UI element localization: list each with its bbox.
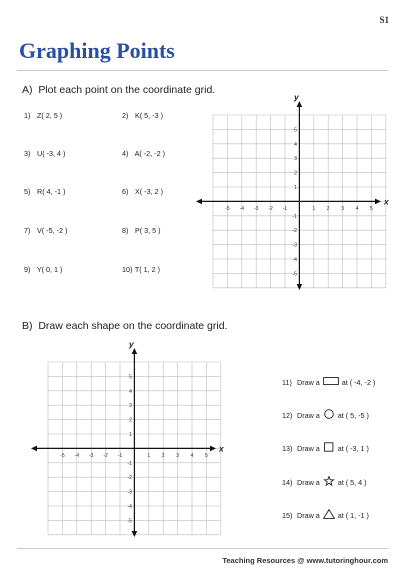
x-axis-arrow-right-icon xyxy=(375,199,381,205)
problem-point: P( 3, 5 ) xyxy=(135,226,161,235)
problem-item xyxy=(122,265,160,274)
x-tick-label: 4 xyxy=(190,452,194,459)
x-tick-label: -5 xyxy=(225,205,230,212)
y-tick-label: 4 xyxy=(294,141,297,148)
problem-number: 15) xyxy=(282,510,293,520)
problem-number: 2) xyxy=(122,111,129,120)
title-divider xyxy=(17,70,388,71)
x-axis-arrow-right-icon xyxy=(210,446,216,452)
y-tick-label: 2 xyxy=(294,170,297,177)
problem-point: K( 5, -3 ) xyxy=(135,111,163,120)
page-title: Graphing Points xyxy=(19,38,175,63)
problem-item xyxy=(24,149,65,158)
problem-item xyxy=(122,111,163,120)
problem-number: 10) xyxy=(122,265,133,274)
x-tick-label: -1 xyxy=(117,452,123,459)
problem-prefix: Draw a xyxy=(297,377,320,387)
y-tick-label: 4 xyxy=(129,388,132,395)
y-tick-label: -1 xyxy=(292,213,297,220)
section-a-heading xyxy=(22,84,215,96)
problem-point: X( -3, 2 ) xyxy=(135,187,163,196)
problem-item xyxy=(122,149,165,158)
y-tick-label: 5 xyxy=(129,374,132,381)
x-tick-label: -4 xyxy=(239,205,245,212)
y-tick-label: -4 xyxy=(127,504,132,510)
square-icon xyxy=(323,442,335,454)
y-tick-label: -2 xyxy=(127,475,132,482)
circle-icon xyxy=(323,409,335,421)
x-tick-label: 2 xyxy=(326,205,330,212)
problem-number: 1) xyxy=(24,111,31,120)
shape-problem-item xyxy=(282,376,375,388)
problem-number: 7) xyxy=(24,226,31,235)
x-tick-label: -2 xyxy=(268,205,273,212)
x-tick-label: 3 xyxy=(176,452,179,459)
x-axis-arrow-left-icon xyxy=(31,446,37,452)
problem-item xyxy=(24,265,62,274)
y-tick-label: -2 xyxy=(292,228,297,235)
problem-item xyxy=(122,226,161,235)
y-tick-label: -3 xyxy=(127,489,132,496)
problem-prefix: Draw a xyxy=(297,410,320,420)
y-tick-label: -3 xyxy=(292,242,297,249)
problem-prefix: Draw a xyxy=(297,510,320,520)
rectangle-icon xyxy=(323,376,339,388)
x-tick-label: 3 xyxy=(341,205,344,212)
y-tick-label: 1 xyxy=(129,432,132,438)
problem-prefix: Draw a xyxy=(297,443,320,453)
problem-prefix: Draw a xyxy=(297,477,320,487)
problem-item xyxy=(24,111,62,120)
x-tick-label: -3 xyxy=(253,205,259,212)
x-tick-label: -1 xyxy=(282,205,288,212)
x-tick-label: 5 xyxy=(205,452,208,459)
problem-number: 6) xyxy=(122,187,129,196)
x-axis-label: x xyxy=(384,196,389,207)
y-tick-label: -5 xyxy=(292,271,297,278)
problem-item xyxy=(122,187,163,196)
problem-coordinates: at ( -3, 1 ) xyxy=(337,443,369,453)
x-tick-label: 1 xyxy=(147,452,151,459)
y-tick-label: 3 xyxy=(129,403,132,410)
coordinate-grid-a xyxy=(195,95,390,291)
problem-number: 3) xyxy=(24,149,31,158)
problem-number: 5) xyxy=(24,187,31,196)
section-a-instruction: Plot each point on the coordinate grid. xyxy=(38,84,216,96)
footer-divider xyxy=(17,548,388,549)
y-tick-label: 2 xyxy=(129,417,132,424)
problem-point: U( -3, 4 ) xyxy=(37,149,66,158)
problem-number: 14) xyxy=(282,477,293,487)
triangle-icon xyxy=(323,509,335,521)
y-tick-label: -4 xyxy=(292,257,297,263)
y-axis-arrow-down-icon xyxy=(297,284,303,290)
sheet-code: S1 xyxy=(379,15,389,25)
problem-coordinates: at ( 5, 4 ) xyxy=(337,477,367,487)
section-a-label: A) xyxy=(22,84,33,96)
problem-point: T( 1, 2 ) xyxy=(134,265,161,274)
shape-problem-item xyxy=(282,476,367,488)
shape-problem-item xyxy=(282,509,369,521)
section-b-instruction: Draw each shape on the coordinate grid. xyxy=(38,320,228,332)
shape-problem-item xyxy=(282,442,369,454)
x-tick-label: 2 xyxy=(161,452,165,459)
problem-coordinates: at ( 1, -1 ) xyxy=(337,510,369,520)
y-axis-arrow-down-icon xyxy=(132,531,138,537)
x-tick-label: -4 xyxy=(74,452,80,459)
problem-coordinates: at ( 5, -5 ) xyxy=(337,410,369,420)
y-tick-label: 5 xyxy=(294,127,297,134)
problem-point: Y( 0, 1 ) xyxy=(36,265,63,274)
x-axis-label: x xyxy=(219,443,224,454)
star-icon xyxy=(323,476,335,488)
problem-number: 12) xyxy=(282,410,293,420)
y-tick-label: -5 xyxy=(127,518,132,525)
problem-number: 11) xyxy=(282,377,292,387)
problem-point: R( 4, -1 ) xyxy=(37,187,66,196)
x-tick-label: 4 xyxy=(355,205,359,212)
y-tick-label: 3 xyxy=(294,156,297,163)
problem-number: 4) xyxy=(122,149,129,158)
footer-credit: Teaching Resources @ www.tutoringhour.com xyxy=(222,556,388,565)
problem-item xyxy=(24,226,67,235)
problem-point: V( -5, -2 ) xyxy=(37,226,68,235)
x-tick-label: 5 xyxy=(370,205,373,212)
problem-number: 8) xyxy=(122,226,129,235)
section-b-label: B) xyxy=(22,320,33,332)
y-tick-label: 1 xyxy=(294,185,297,191)
x-tick-label: -2 xyxy=(103,452,108,459)
x-tick-label: 1 xyxy=(312,205,316,212)
problem-point: A( -2, -2 ) xyxy=(134,149,165,158)
problem-number: 13) xyxy=(282,443,293,453)
problem-item xyxy=(24,187,65,196)
coordinate-grid-b xyxy=(30,342,225,538)
problem-point: Z( 2, 5 ) xyxy=(37,111,63,120)
x-axis-arrow-left-icon xyxy=(196,199,202,205)
problem-number: 9) xyxy=(24,265,31,274)
problem-coordinates: at ( -4, -2 ) xyxy=(341,377,376,387)
y-axis-label: y xyxy=(294,95,299,102)
shape-problem-item xyxy=(282,409,369,421)
y-axis-label: y xyxy=(129,342,134,349)
section-b-heading xyxy=(22,320,227,332)
x-tick-label: -3 xyxy=(88,452,94,459)
y-tick-label: -1 xyxy=(127,460,132,467)
x-tick-label: -5 xyxy=(60,452,65,459)
